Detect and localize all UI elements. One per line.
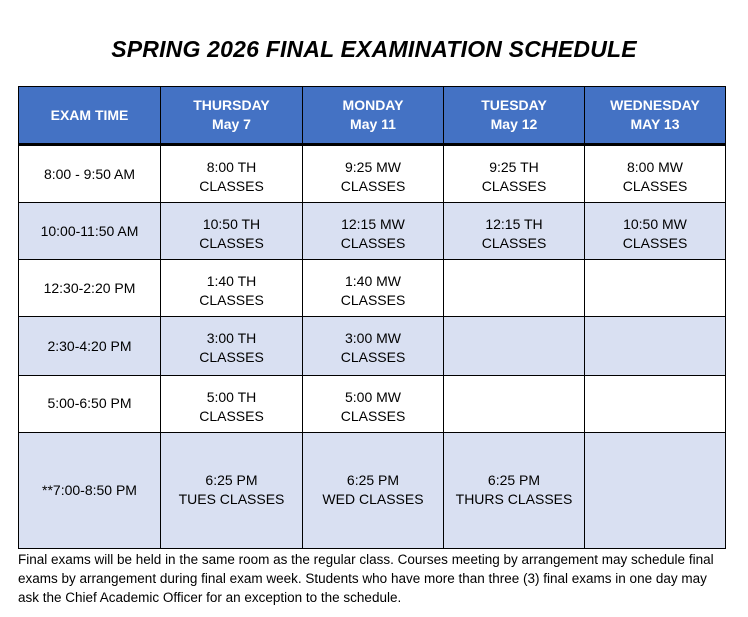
exam-time-cell: 12:30-2:20 PM (19, 260, 161, 317)
header-day: THURSDAY (193, 97, 270, 114)
schedule-cell: 6:25 PM WED CLASSES (303, 432, 444, 548)
schedule-cell: 8:00 TH CLASSES (161, 145, 303, 203)
header-monday (303, 87, 444, 145)
schedule-cell: 10:50 TH CLASSES (161, 203, 303, 260)
table-row (19, 375, 726, 432)
header-exam-time: EXAM TIME (19, 87, 161, 145)
schedule-cell (444, 375, 585, 432)
header-row (19, 87, 726, 145)
exam-schedule-table (18, 86, 726, 549)
schedule-cell: 5:00 TH CLASSES (161, 375, 303, 432)
schedule-cell: 9:25 TH CLASSES (444, 145, 585, 203)
schedule-cell: 12:15 MW CLASSES (303, 203, 444, 260)
schedule-cell (585, 317, 726, 375)
exam-time-cell: 8:00 - 9:50 AM (19, 145, 161, 203)
footer-note: Final exams will be held in the same room as the regular class. Courses meeting by arrangement may schedule final exams by arrangement during final exam week. Students who have more than three (3) final exams in one day may ask the Chief Academic Officer for an exception to the schedule. (18, 552, 714, 605)
exam-time-cell: 5:00-6:50 PM (19, 375, 161, 432)
header-thursday (161, 87, 303, 145)
schedule-cell (585, 432, 726, 548)
header-tuesday (444, 87, 585, 145)
table-row (19, 203, 726, 260)
table-row (19, 317, 726, 375)
header-date: May 11 (350, 116, 396, 133)
schedule-cell: 12:15 TH CLASSES (444, 203, 585, 260)
header-date: MAY 13 (630, 116, 680, 133)
schedule-cell: 6:25 PM THURS CLASSES (444, 432, 585, 548)
header-wednesday (585, 87, 726, 145)
schedule-cell: 10:50 MW CLASSES (585, 203, 726, 260)
header-day: MONDAY (342, 97, 404, 114)
schedule-cell (585, 375, 726, 432)
schedule-cell: 9:25 MW CLASSES (303, 145, 444, 203)
schedule-cell: 8:00 MW CLASSES (585, 145, 726, 203)
header-date: May 12 (490, 116, 538, 133)
schedule-cell: 1:40 TH CLASSES (161, 260, 303, 317)
header-day: WEDNESDAY (610, 97, 700, 114)
schedule-cell (444, 317, 585, 375)
exam-time-cell: 10:00-11:50 AM (19, 203, 161, 260)
header-day: TUESDAY (481, 97, 547, 114)
schedule-cell: 3:00 MW CLASSES (303, 317, 444, 375)
schedule-cell: 6:25 PM TUES CLASSES (161, 432, 303, 548)
schedule-cell: 5:00 MW CLASSES (303, 375, 444, 432)
schedule-cell (585, 260, 726, 317)
exam-time-cell: 2:30-4:20 PM (19, 317, 161, 375)
exam-time-cell: **7:00-8:50 PM (19, 432, 161, 548)
schedule-cell: 1:40 MW CLASSES (303, 260, 444, 317)
header-date: May 7 (212, 116, 251, 133)
schedule-cell: 3:00 TH CLASSES (161, 317, 303, 375)
table-row (19, 260, 726, 317)
table-row (19, 432, 726, 548)
page-title: SPRING 2026 FINAL EXAMINATION SCHEDULE (111, 36, 637, 62)
table-row (19, 145, 726, 203)
schedule-cell (444, 260, 585, 317)
